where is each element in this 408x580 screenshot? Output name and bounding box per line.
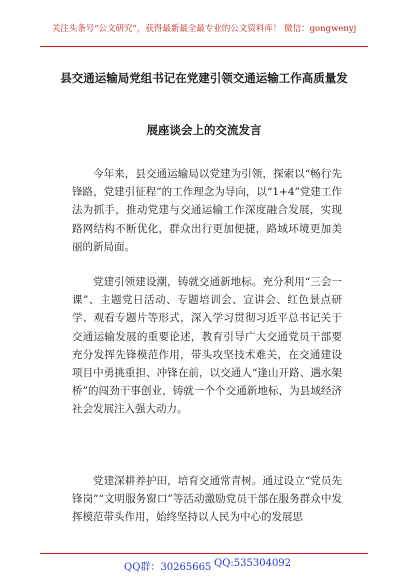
- header-divider: [40, 46, 368, 47]
- document-title-line-1: 县交通运输局党组书记在党建引领交通运输工作高质量发: [60, 71, 348, 85]
- body-paragraph-3: 党建深耕养护田，培育交通常青树。通过设立“党员先锋岗”“文明服务窗口”等活动激励党员干部在服务群众中发挥模范带头作用，始终坚持以人民为中心的发展思: [72, 475, 342, 524]
- footer-divider: [40, 553, 368, 554]
- body-paragraph-1: 今年来，县交通运输局以党建为引领，探索以“畅行先锋路，党建引征程”的工作理念为导向，以“1+4”党建工作法为抓手，推动党建与交通运输工作深度融合发展，实现路网结构不断优化，群众出行更加便捷，路域环境更加美丽的新局面。: [72, 168, 342, 253]
- footer-qq-contact: QQ:535304092: [214, 558, 292, 569]
- header-banner: 关注头条号“公文研究”，获得最新最全最专业的公文资料库！ 微信：gongwenyj: [51, 24, 357, 34]
- document-title-line-2: 展座谈会上的交流发言: [146, 123, 262, 137]
- body-paragraph-2: 党建引领建设潮，铸就交通新地标。充分利用“三会一课”、主题党日活动、专题培训会、宣讲会、红色景点研学、观看专题片等形式，深入学习贯彻习近平总书记关于交通运输发展的重要论述，教育引导广大交通党员干部要充分发挥先锋模范作用，带头攻坚技术难关，在交通建设项目中勇挑重担、冲锋在前，以交通人“逢山开路、遇水架桥”的闯劲干事创业，铸就一个个交通新地标，为县域经济社会发展注入强大动力。: [72, 276, 342, 416]
- footer-qq-group: QQ群：30265665: [124, 562, 212, 573]
